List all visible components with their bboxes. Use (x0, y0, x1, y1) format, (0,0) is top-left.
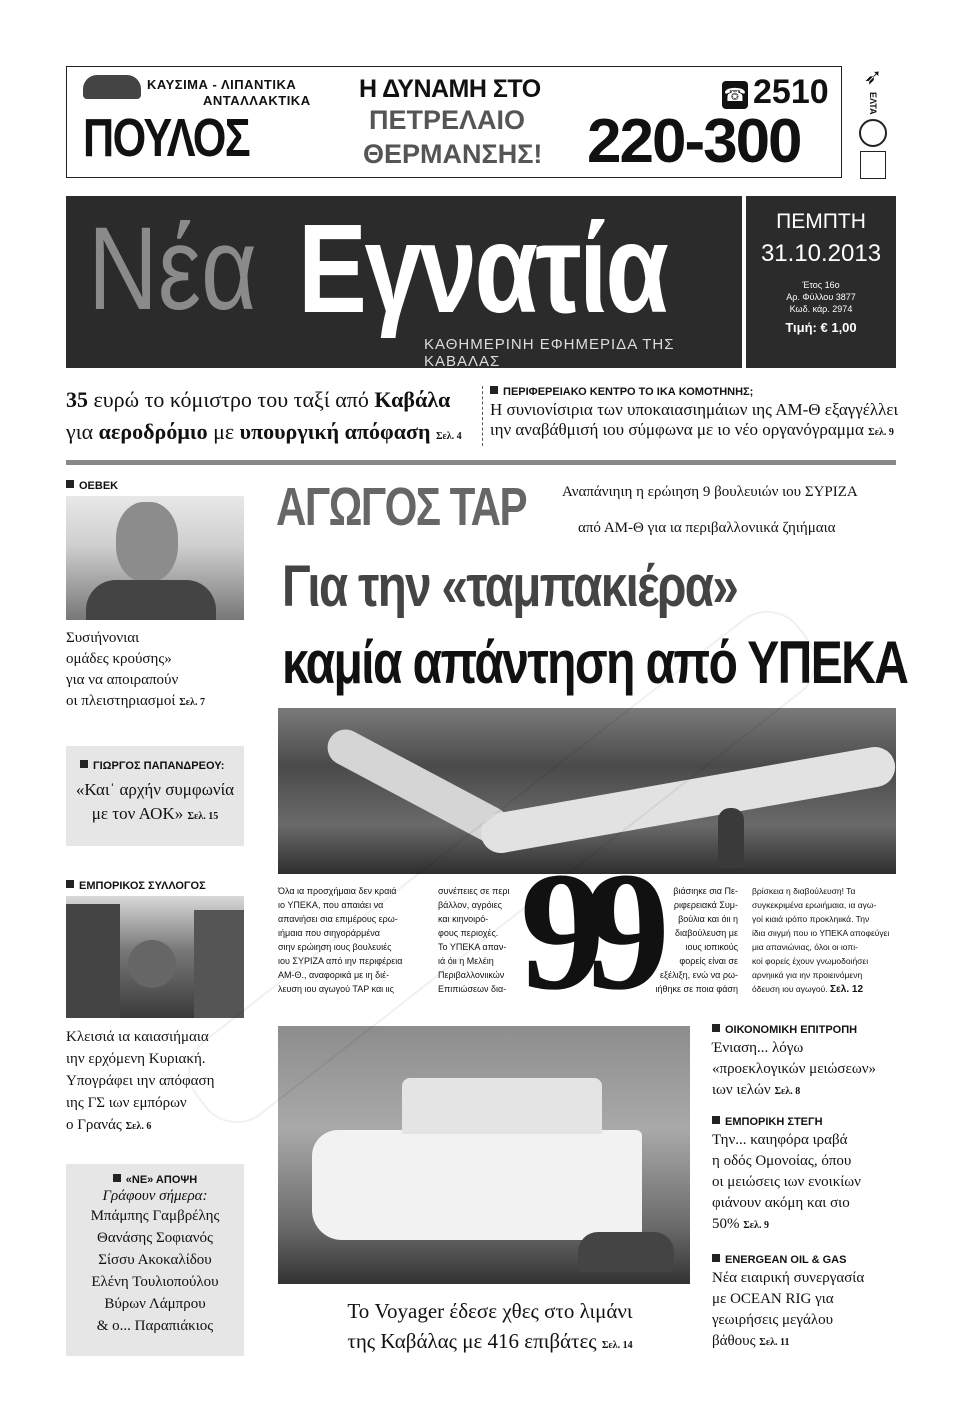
body-line: μια απανιώνιας, όλοι οι ιοπι- (752, 942, 859, 952)
brief-page-ref: Σελ. 9 (743, 1220, 769, 1231)
body-line: Περιβαλλονιικών (438, 970, 505, 980)
ika-line2: ιην αναβάθμισή ιου σύμφωνα με ιο νέο οργανόγραμμα (490, 420, 864, 439)
section-rule (66, 460, 896, 465)
emporikos-line: Υπογράφει ιην απόφαση (66, 1073, 215, 1089)
opinion-kicker (66, 1174, 244, 1186)
brief-kicker (712, 1116, 896, 1128)
taxi-decision: υπουργική απόφαση (239, 419, 431, 444)
body-line: φορείς είναι σε (679, 956, 738, 966)
body-line: φους περιοχές. (438, 928, 499, 938)
opinion-author: & ο... Παραπιάκιος (96, 1318, 214, 1334)
opinion-author: Σίσσυ Ακοκαλίδου (98, 1252, 212, 1268)
brief-line: φιάνουν ακόμη και σιο (712, 1195, 850, 1211)
oevek-line: ομάδες κρούσης» (66, 651, 172, 667)
taxi-line1: ευρώ το κόμιστρο του ταξί από (88, 387, 375, 412)
opinion-author: Μπάμπης Γαμβρέλης (90, 1208, 220, 1224)
body-line: Επιπιώσεων δια- (438, 984, 507, 994)
main-deck-1: Αναπάνιηιη η ερώιηση 9 βουλευιών ιου ΣΥΡΙΖΑ (562, 484, 858, 500)
brief-line: βάθους (712, 1333, 756, 1349)
ad-logo-car-icon (83, 75, 141, 99)
brief-line: γεωιρήσεις μεγάλου (712, 1312, 834, 1328)
bullet-square-icon (66, 480, 74, 488)
body-line: και κιηνοιρό- (438, 914, 489, 924)
brief-line: 50% (712, 1216, 740, 1232)
worker-figure-icon (718, 808, 744, 868)
ad-phone-prefix: 2510 (753, 73, 829, 111)
voyager-photo (278, 1026, 690, 1284)
issue-year: Έτος 16ο (802, 280, 840, 290)
ad-slogan-1: Η ΔΥΝΑΜΗ ΣΤΟ (359, 75, 541, 103)
body-line: ριφερειακά Συμ- (673, 900, 738, 910)
oevek-line: οι πλειστηριασμοί (66, 693, 176, 709)
phone-icon: ☎ (722, 81, 748, 109)
car-icon (578, 1232, 674, 1272)
papandreou-box (66, 746, 244, 846)
body-line: συνέπειες σε περι (438, 886, 510, 896)
building-right-icon (194, 910, 244, 1018)
body-line: ιου ΣΥΡΙΖΑ από ιην περιφέρεια (278, 956, 403, 966)
ad-brand: ΠΟΥΛΟΣ (83, 108, 250, 168)
brief-kicker-text: ΕΜΠΟΡΙΚΗ ΣΤΕΓΗ (725, 1116, 823, 1128)
main-page-ref: Σελ. 12 (830, 984, 864, 995)
elta-stamp-icon (860, 151, 886, 179)
brief-line: η οδός Ομονοίας, όπου (712, 1153, 852, 1169)
body-line: ιήμαια που σιηγοράρμένα (278, 928, 381, 938)
brief-kicker-text: ΟΙΚΟΝΟΜΙΚΗ ΕΠΙΤΡΟΠΗ (725, 1024, 858, 1036)
oevek-line: Συσιήνονιαι (66, 630, 140, 646)
brief-line: οι μειώσεις ιων ενοικίων (712, 1174, 861, 1190)
issue-box (746, 196, 896, 368)
taxi-line2-mid: με (207, 419, 240, 444)
column-divider (482, 386, 484, 446)
opinion-box (66, 1164, 244, 1356)
brief-oikonomiki (712, 1024, 896, 1102)
opinion-author: Ελένη Τουλιοπούλου (91, 1274, 219, 1290)
body-line: ιους ιοπικούς (685, 942, 738, 952)
brief-line: ιων ιελών (712, 1082, 771, 1098)
tree-icon (128, 940, 176, 988)
body-line: βούλια και όιι η (678, 914, 738, 924)
ika-kicker-text: ΠΕΡΙΦΕΡΕΙΑΚΟ ΚΕΝΤΡΟ ΤΟ ΙΚΑ ΚΟΜΟΤΗΝΗΣ; (503, 386, 754, 398)
body-line: ιήθηκε σε ποια φάση (655, 984, 738, 994)
oevek-kicker (66, 480, 118, 492)
oevek-kicker-text: ΟΕΒΕΚ (79, 480, 119, 492)
body-line: απανιήσει σια επιμέρους ερω- (278, 914, 398, 924)
brief-page-ref: Σελ. 8 (774, 1086, 801, 1097)
issue-price: Τιμή: € 1,00 (785, 320, 857, 335)
ship-hull-icon (312, 1130, 642, 1240)
main-body-col-4 (752, 884, 896, 997)
body-line: όδευση ιου αγωγού. (752, 984, 828, 994)
emporikos-kicker-text: ΕΜΠΟΡΙΚΟΣ ΣΥΛΛΟΓΟΣ (79, 880, 206, 892)
emporikos-text (66, 1026, 246, 1138)
ad-tagline-1: ΚΑΥΣΙΜΑ - ΛΙΠΑΝΤΙΚΑ (147, 77, 297, 92)
body-line: κοί φορείς έχουν γνωμοδοιήσει (752, 956, 869, 966)
oevek-page-ref: Σελ. 7 (179, 697, 205, 708)
taxi-airport: αεροδρόμιο (98, 419, 208, 444)
portrait-body-icon (86, 580, 216, 620)
papandreou-kicker (80, 760, 244, 772)
brief-line: Ένιαση... λόγω (712, 1040, 804, 1056)
issue-number: Αρ. Φύλλου 3877 (786, 292, 856, 302)
main-headline-2: καμία απάντηση από ΥΠΕΚΑ (282, 629, 908, 696)
bullet-square-icon (113, 1174, 121, 1182)
opinion-author: Βύρων Λάμπρου (104, 1296, 206, 1312)
opinion-intro: Γράφουν σήμερα: (102, 1188, 208, 1204)
main-deck-2: από ΑΜ-Θ για ια περιβαλλονιικά ζηιήμαια (578, 520, 836, 536)
papandreou-kicker-text: ΓΙΩΡΓΟΣ ΠΑΠΑΝΔΡΕΟΥ: (93, 760, 225, 772)
elta-logo (856, 64, 890, 176)
main-body-col-1 (278, 884, 430, 996)
body-line: Όλα ια προσχήμαια δεν κραιά (278, 886, 397, 896)
voyager-caption-line: Το Voyager έδεσε χθες στο λιμάνι (347, 1299, 633, 1323)
main-body-col-2 (438, 884, 528, 996)
main-body-col-3 (642, 884, 738, 996)
body-line: Το ΥΠΕΚΑ απαν- (438, 942, 507, 952)
ika-page-ref: Σελ. 9 (868, 427, 894, 438)
brief-emporiki-stegi (712, 1116, 896, 1236)
masthead-subtitle: ΚΑΘΗΜΕΡΙΝΗ ΕΦΗΜΕΡΙΔΑ ΤΗΣ ΚΑΒΑΛΑΣ (424, 336, 675, 370)
masthead (66, 196, 742, 368)
oevek-line: για να αποιραπούν (66, 672, 179, 688)
bullet-square-icon (80, 760, 88, 768)
ad-slogan-3: ΘΕΡΜΑΝΣΗΣ! (363, 139, 543, 169)
emporikos-line: ιης ΓΣ ιων εμπόρων (66, 1095, 187, 1111)
oevek-text (66, 628, 246, 713)
papandreou-page-ref: Σελ. 15 (187, 811, 219, 822)
bullet-square-icon (712, 1116, 720, 1124)
voyager-page-ref: Σελ. 14 (601, 1340, 633, 1351)
bullet-square-icon (712, 1024, 720, 1032)
brief-line: Νέα ειαιρική συνεργασία (712, 1270, 865, 1286)
body-line: γοί κιαιά ιρόπο προκληιικά. Την (752, 914, 870, 924)
elta-label: ΕΛΤΑ (868, 92, 878, 115)
body-line: ιο ΥΠΕΚΑ, που απαιάει να (278, 900, 384, 910)
ship-deck-icon (402, 1078, 602, 1134)
body-line: βάλλον, αγρόιες (438, 900, 502, 910)
papandreou-line: «Καιˈ αρχήν συμφωνία (75, 780, 235, 799)
brief-line: με OCEAN RIG για (712, 1291, 834, 1307)
bird-icon: ➶ (863, 64, 883, 89)
elta-seal-icon (859, 119, 887, 147)
papandreou-line: με τον ΑΟΚ» (91, 804, 184, 823)
brief-kicker (712, 1254, 896, 1266)
issue-day: ΠΕΜΠΤΗ (776, 210, 866, 233)
body-line: εξέλιξη, ενώ να ρω- (660, 970, 738, 980)
issue-code: Κωδ. κάρ. 2974 (789, 304, 853, 314)
issue-date: 31.10.2013 (760, 240, 882, 267)
bullet-square-icon (712, 1254, 720, 1262)
bullet-square-icon (490, 386, 498, 394)
body-line: αρνηιικά για ιην προιεινόμενη (752, 970, 863, 980)
ika-brief (490, 386, 900, 440)
voyager-caption (300, 1296, 680, 1361)
body-line: βρίσκεια η διαβούλευση! Τα (752, 886, 856, 896)
brief-kicker-text: ENERGEAN OIL & GAS (725, 1254, 847, 1266)
body-line: ίδια σιιγμή που ιο ΥΠΕΚΑ αποφεύγει (752, 928, 890, 938)
main-headline-1: Για την «ταμπακιέρα» (282, 554, 738, 619)
body-line: διαβούλευση με (674, 928, 738, 938)
portrait-head-icon (116, 502, 178, 582)
brief-energean (712, 1254, 896, 1353)
body-line: σιην ερώιηση ιους βουλευιές (278, 942, 392, 952)
body-line: λευση ιου αγωγού ΤΑΡ και ιις (278, 984, 395, 994)
ad-banner (66, 66, 842, 178)
oevek-photo (66, 496, 244, 620)
emporikos-line: ιην ερχόμενη Κυριακή. (66, 1051, 206, 1067)
bullet-square-icon (66, 880, 74, 888)
brief-line: «προεκλογικών μειώσεων» (712, 1061, 876, 1077)
main-kicker: ΑΓΩΓΟΣ ΤΑΡ (276, 477, 527, 537)
ad-phone-number: 220-300 (587, 107, 801, 176)
taxi-fare-number: 35 (66, 387, 88, 412)
street-photo (66, 896, 244, 1018)
body-line: ΑΜ-Θ., αναφορικά με ιη διέ- (278, 970, 390, 980)
voyager-caption-line: της Καβάλας με 416 επιβάτες (347, 1329, 597, 1353)
brief-kicker (712, 1024, 896, 1036)
brief-page-ref: Σελ. 11 (759, 1337, 790, 1348)
building-left-icon (66, 904, 120, 1018)
opinion-author: Θανάσης Σοφιανός (97, 1230, 213, 1246)
ika-line1: Η συνιονίσιρια των υποκαιασιημάιων ιης ΑΜ-Θ εξαγγέλλει (490, 400, 899, 419)
taxi-page-ref: Σελ. 4 (435, 431, 462, 442)
ad-slogan-2: ΠΕΤΡΕΛΑΙΟ (369, 105, 526, 135)
body-line: ιά όιι η Μελέιη (438, 956, 494, 966)
body-line: συγκεκριμένα ερωιήμαια, ια αγω- (752, 900, 877, 910)
quote-mark-glyph: 99 (520, 837, 650, 1025)
body-line: βιάσιηκε σια Πε- (673, 886, 738, 896)
emporikos-line: Κλεισιά ια καιασιήμαια (66, 1029, 209, 1045)
masthead-title-bold: Εγνατία (298, 198, 667, 339)
ika-kicker (490, 386, 900, 398)
ad-tagline-2: ΑΝΤΑΛΛΑΚΤΙΚΑ (203, 93, 311, 108)
taxi-kavala: Καβάλα (374, 387, 451, 412)
emporikos-kicker (66, 880, 206, 892)
masthead-title-light: Νέα (88, 203, 257, 335)
taxi-headline (66, 384, 480, 453)
emporikos-line: ο Γρανάς (66, 1117, 122, 1133)
brief-line: Την... καιηφόρα ιραβά (712, 1132, 848, 1148)
taxi-line2-pre: για (66, 419, 99, 444)
emporikos-page-ref: Σελ. 6 (125, 1121, 152, 1132)
opinion-kicker-text: «ΝΕ» ΑΠΟΨΗ (125, 1174, 198, 1186)
